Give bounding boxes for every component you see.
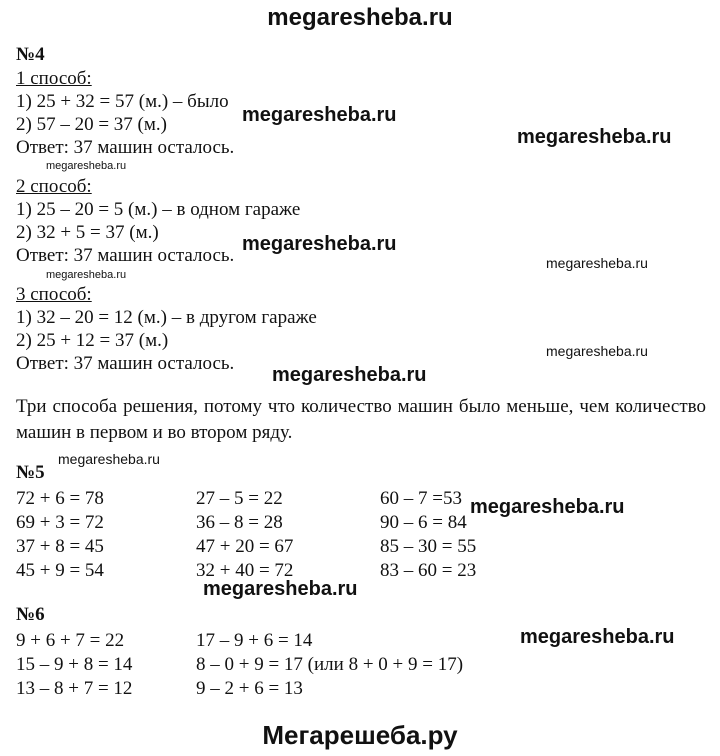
task5-expr: 47 + 20 = 67 — [196, 536, 294, 557]
task5-expr: 60 – 7 =53 — [380, 488, 462, 509]
task4-explanation: Три способа решения, потому что количество машин было меньше, чем количество машин в первом и во втором ряду. — [16, 396, 706, 443]
watermark: megaresheba.ru — [272, 364, 427, 386]
task4-way3-answer: Ответ: 37 машин осталось. — [16, 353, 235, 374]
watermark: megaresheba.ru — [46, 160, 127, 172]
watermark: megaresheba.ru — [242, 104, 397, 126]
watermark: megaresheba.ru — [546, 343, 648, 359]
task4-way3-line: 1) 32 – 20 = 12 (м.) – в другом гараже — [16, 307, 317, 328]
task4-way1-label: 1 способ: — [16, 68, 92, 89]
task5-expr: 72 + 6 = 78 — [16, 488, 104, 509]
task4-way1-line: 1) 25 + 32 = 57 (м.) – было — [16, 91, 229, 112]
task5-expr: 37 + 8 = 45 — [16, 536, 104, 557]
task4-way2-answer: Ответ: 37 машин осталось. — [16, 245, 235, 266]
task5-expr: 90 – 6 = 84 — [380, 512, 467, 533]
task4-way1-answer: Ответ: 37 машин осталось. — [16, 137, 235, 158]
watermark: megaresheba.ru — [203, 578, 358, 600]
watermark: megaresheba.ru — [517, 126, 672, 148]
task4-way2-label: 2 способ: — [16, 176, 92, 197]
task5-expr: 32 + 40 = 72 — [196, 560, 294, 581]
task5-expr: 27 – 5 = 22 — [196, 488, 283, 509]
task5-expr: 36 – 8 = 28 — [196, 512, 283, 533]
task6-title: №6 — [16, 604, 45, 625]
task6-expr: 17 – 9 + 6 = 14 — [196, 630, 313, 651]
site-footer: Мегарешеба.ру — [262, 720, 458, 750]
task5-expr: 45 + 9 = 54 — [16, 560, 104, 581]
task6-expr: 13 – 8 + 7 = 12 — [16, 678, 133, 699]
task6-expr: 15 – 9 + 8 = 14 — [16, 654, 133, 675]
task6-expr: 9 + 6 + 7 = 22 — [16, 630, 125, 651]
task5-expr: 85 – 30 = 55 — [380, 536, 477, 557]
task4-way3-line: 2) 25 + 12 = 37 (м.) — [16, 330, 169, 351]
task5-expr: 83 – 60 = 23 — [380, 560, 477, 581]
watermark: megaresheba.ru — [470, 496, 625, 518]
site-header: megaresheba.ru — [267, 4, 453, 31]
task4-way2-line: 2) 32 + 5 = 37 (м.) — [16, 222, 159, 243]
task5-title: №5 — [16, 462, 45, 483]
watermark: megaresheba.ru — [242, 233, 397, 255]
task4-way3-label: 3 способ: — [16, 284, 92, 305]
task4-way1-line: 2) 57 – 20 = 37 (м.) — [16, 114, 167, 135]
watermark: megaresheba.ru — [546, 255, 648, 271]
watermark: megaresheba.ru — [46, 269, 127, 281]
task4-title: №4 — [16, 44, 45, 65]
task6-expr: 8 – 0 + 9 = 17 (или 8 + 0 + 9 = 17) — [196, 654, 464, 675]
watermark: megaresheba.ru — [58, 451, 160, 467]
watermark: megaresheba.ru — [520, 626, 675, 648]
task4-way2-line: 1) 25 – 20 = 5 (м.) – в одном гараже — [16, 199, 301, 220]
task5-expr: 69 + 3 = 72 — [16, 512, 104, 533]
task6-expr: 9 – 2 + 6 = 13 — [196, 678, 303, 699]
